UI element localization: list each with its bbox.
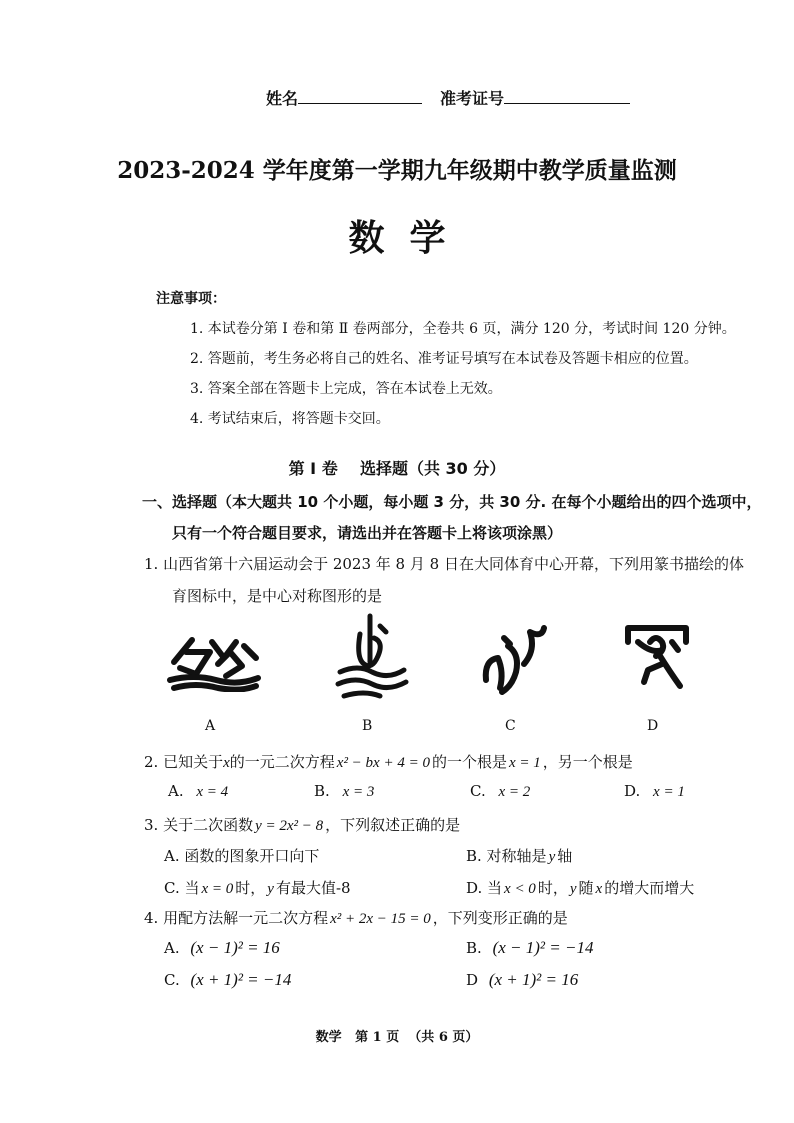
q2-post2: ，另一个根是 — [542, 753, 633, 771]
q2-equation: x² − bx + 4 = 0 — [336, 755, 430, 771]
exam-id-blank — [504, 103, 630, 104]
exam-title: 2023-2024 学年度第一学期九年级期中教学质量监测 — [117, 157, 677, 184]
q2-root: x = 1 — [508, 755, 541, 771]
q2-stem — [144, 751, 633, 772]
q1-figure-c — [480, 620, 550, 696]
q2-var-x: x — [223, 755, 230, 771]
q2-option-d-letter: D. — [624, 782, 641, 800]
q3-equation: y = 2x² − 8 — [255, 818, 324, 834]
q2-pre: 2. 已知关于 — [144, 753, 224, 771]
q1-label-b: B — [362, 718, 373, 734]
q2-option-c-value: x = 2 — [498, 784, 531, 800]
q2-option-a-letter: A. — [168, 782, 184, 800]
notice-item-1: 1. 本试卷分第 Ⅰ 卷和第 Ⅱ 卷两部分，全卷共 6 页，满分 120 分，考试时间 120 分钟。 — [190, 321, 736, 337]
q3-option-b-var: y — [548, 849, 556, 865]
q3-option-d-mid2: 随 — [578, 879, 594, 897]
q1-label-a: A — [205, 718, 216, 734]
q2-mid: 的一元二次方程 — [229, 753, 335, 771]
q1-figure-a — [166, 622, 262, 692]
q4-option-a-letter: A. — [164, 939, 180, 957]
q2-post1: 的一个根是 — [431, 753, 507, 771]
notice-item-2: 2. 答题前，考生务必将自己的姓名、准考证号填写在本试卷及答题卡相应的位置。 — [190, 351, 698, 367]
exam-id-label: 准考证号 — [440, 89, 505, 108]
q4-option-b-value: (x − 1)² = −14 — [492, 938, 594, 957]
q2-option-b — [314, 782, 374, 801]
q3-option-b-pre: B. 对称轴是 — [466, 847, 547, 865]
q4-post: ，下列变形正确的是 — [432, 909, 568, 927]
exam-id-field-label — [440, 86, 630, 109]
q2-option-b-letter: B. — [314, 782, 330, 800]
q4-equation: x² + 2x − 15 = 0 — [330, 911, 431, 927]
q4-option-c-value: (x + 1)² = −14 — [190, 970, 292, 989]
q2-option-b-value: x = 3 — [342, 784, 375, 800]
q3-option-c — [164, 877, 351, 898]
q4-option-d-letter: D — [466, 971, 479, 989]
q3-option-c-var: y — [267, 881, 274, 897]
q3-option-d — [466, 877, 694, 898]
page-footer: 数学 第 1 页 （共 6 页） — [315, 1030, 479, 1045]
q4-stem — [144, 907, 568, 928]
q3-option-d-var2: x — [595, 881, 603, 897]
q3-option-c-pre: C. 当 — [164, 879, 200, 897]
q4-option-c-letter: C. — [164, 971, 180, 989]
section1-line1: 一、选择题（本大题共 10 个小题，每小题 3 分，共 30 分. 在每个小题给出的四个选项中， — [142, 493, 762, 511]
q3-option-b-post: 轴 — [557, 847, 573, 865]
notice-heading: 注意事项： — [156, 291, 226, 307]
q2-option-d — [624, 782, 685, 801]
q2-option-c-letter: C. — [470, 782, 486, 800]
q4-option-a-value: (x − 1)² = 16 — [190, 938, 280, 957]
q4-option-c — [164, 970, 291, 990]
q2-option-d-value: x = 1 — [653, 784, 685, 800]
q2-option-a — [168, 782, 228, 801]
q4-option-a — [164, 938, 280, 958]
q2-option-c — [470, 782, 530, 801]
notice-item-3: 3. 答案全部在答题卡上完成，答在本试卷上无效。 — [190, 381, 502, 397]
q1-line1: 1. 山西省第十六届运动会于 2023 年 8 月 8 日在大同体育中心开幕，下列用篆书描绘的体 — [144, 555, 744, 573]
part1-title: 第 Ⅰ 卷 选择题（共 30 分） — [288, 459, 506, 478]
section1-line2: 只有一个符合题目要求，请选出并在答题卡上将该项涂黑） — [172, 524, 563, 542]
q1-figure-b — [334, 612, 410, 700]
q1-label-d: D — [647, 718, 659, 734]
q1-label-c: C — [505, 718, 516, 734]
q4-option-d — [466, 970, 578, 990]
q3-option-d-cond: x < 0 — [504, 881, 536, 897]
q3-option-c-post: 有最大值-8 — [275, 879, 351, 897]
name-field-label — [266, 86, 422, 109]
q1-figure-d — [622, 620, 692, 692]
q3-option-a: A. 函数的图象开口向下 — [164, 847, 320, 865]
q3-option-c-cond: x = 0 — [201, 881, 234, 897]
q3-stem — [144, 814, 460, 835]
q3-option-c-mid: 时， — [235, 879, 266, 897]
q3-option-d-var1: y — [569, 881, 577, 897]
q3-pre: 3. 关于二次函数 — [144, 816, 254, 834]
q4-option-d-value: (x + 1)² = 16 — [488, 970, 579, 989]
subject-title: 数 学 — [348, 217, 446, 259]
name-label: 姓名 — [266, 89, 299, 108]
q4-option-b — [466, 938, 593, 958]
q4-pre: 4. 用配方法解一元二次方程 — [144, 909, 329, 927]
notice-item-4: 4. 考试结束后，将答题卡交回。 — [190, 411, 390, 427]
name-blank — [298, 103, 422, 104]
q3-option-b — [466, 845, 572, 866]
q4-option-b-letter: B. — [466, 939, 482, 957]
q1-line2: 育图标中，是中心对称图形的是 — [172, 587, 383, 605]
q2-option-a-value: x = 4 — [196, 784, 229, 800]
q3-option-d-pre: D. 当 — [466, 879, 503, 897]
q3-post: ，下列叙述正确的是 — [325, 816, 461, 834]
q3-option-d-post: 的增大而增大 — [604, 879, 695, 897]
q3-option-d-mid: 时， — [537, 879, 568, 897]
